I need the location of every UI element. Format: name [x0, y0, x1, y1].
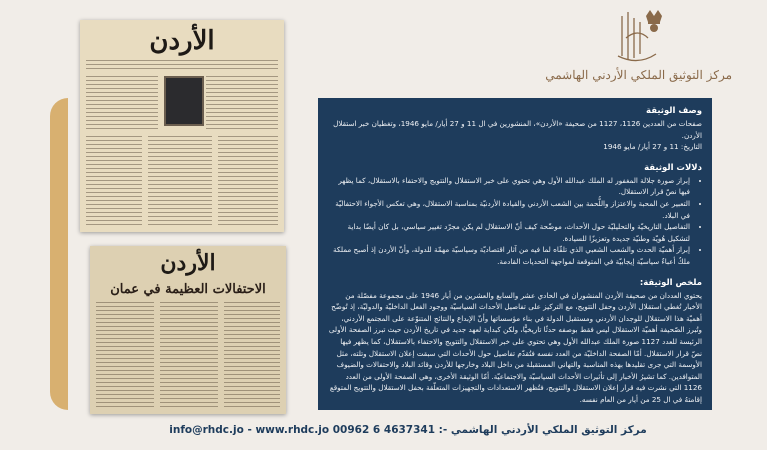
- text-column: [86, 76, 158, 130]
- significance-item: • التعبير عن المحبة والاعتزاز واللُّحمة بين الشعب الأردني والقيادة الأردنيّة بمناسبة الاستقلال، وهي تعكس الأجواء الاحتفاليّة في البلاد.: [328, 198, 690, 221]
- newspaper-headline: الاحتفالات العظيمة في عمان: [110, 282, 266, 297]
- text-column: [224, 302, 280, 408]
- summary-text: يحتوي العددان من صحيفة الأردن المنشوران في الحادي عشر والسابع والعشرين من أيار 1946 على مجموعة مفصّلة من الأخبار تُغطي استقلال الأردن وحفل التتويج، مع التركيز على تفاصيل الأحداث السياسيّة ووجود الفعل الداخليّة والدوليّة، إذ تُوضّح أهميّة هذا الاستقلال للوجدان الأردني ومستقبل الدولة في بناء مؤسساتها وأنّ الإبداع والنتائج المتنوّعة على المجتمع الأردني، وتُبرز الصّحيفة أهميّة الاستقلال ليس فقط بوصفه حدثًا تاريخيًّا، ولكن كبداية لعهد جديد في تاريخ الأردن حيث تبرز الصفحة الأولى الرئيسة للعدد 1127 صورة الملك عبدالله الأول وهي تحتوي على خبر الاستقلال والتتويج والاحتفاء بالاستقلال، كما يظهر فيها نصّ قرار الاستقلال. أمّا الصفحة الداخليّة من العدد نفسه فتُقدّم تفاصيل حول الأحداث التي سبقت إعلان الاستقلال وتلته، مثل الأوسمة التي جرى تقليدها بهذه المناسبة والتهاني المستقبلة من داخل البلاد وخارجها للأردن وقائد البلاد والاحتفالات والضيوف المتوافدين. كما تشيرُ الأخبار إلى تأثيرات الأحداث السياسيّة والاجتماعيّة. أمّا الوثيقة الأخرى، وهي الصفحة الأولى من العدد 1126 التي نشرت فيه قرار إعلان الاستقلال والتتويج، فتُظهر الاستعدادات والتجهيزات المتعلّقة بحفل الاستقلال والتتويج المتوقع إقامتهُ في ال 25 من أيار من العام نفسه.: [328, 290, 702, 404]
- contact-footer: info@rhdc.jo - www.rhdc.jo 00962 6 4637341 :- مركز التوثيق الملكي الأردني الهاشمي: [169, 424, 647, 436]
- text-column: [218, 136, 278, 226]
- org-logo: [492, 8, 732, 92]
- newspaper-issue-1127-image[interactable]: [80, 20, 284, 232]
- gold-accent-strip: [50, 98, 68, 410]
- significance-item: • إبراز أهميّة الحدث والشعب الشعبي الذي تلقّاه لما فيه من آثار اقتصاديّة وسياسيّة مهمّة للدولة، وأنّ الأردن إذ أصبح مملكة ملكٌ أعباءٌ سياسيّة إيجابيّة في المتوقعة لمواجهة التحديات القادمة.: [328, 244, 690, 267]
- summary-heading: ملخص الوثيقة:: [639, 277, 702, 288]
- royal-crown-emblem-icon: [608, 8, 668, 66]
- text-column: [160, 302, 218, 408]
- org-name: مركز التوثيق الملكي الأردني الهاشمي: [545, 68, 732, 82]
- description-text: صفحات من العددين 1126، 1127 من صحيفة «الأردن»، المنشورين في ال 11 و 27 أيار/ مايو 1946، وتغطيان خبر استقلال الأردن.: [333, 119, 702, 140]
- significance-heading: دلالات الوثيقة: [644, 162, 702, 173]
- text-column: [206, 76, 278, 130]
- newspaper-masthead: الأردن: [149, 26, 215, 56]
- text-column: [96, 302, 154, 408]
- text-column: [86, 136, 142, 226]
- significance-list: [328, 175, 702, 268]
- significance-item: • إبراز صورة جلالة المغفور له الملك عبدالله الأول وهي تحتوي على خبر الاستقلال والتتويج والاحتفاء بالاستقلال، كما يظهر فيها نصّ قرار الاستقلال.: [328, 175, 690, 198]
- document-date: التاريخ: 11 و 27 أيار/ مايو 1946: [603, 142, 702, 152]
- significance-item: • التفاصيل التاريخيّة والتحليليّة حول الأحداث، موضّحة كيف أنّ الاستقلال لم يكن مجرّد تغيير سياسي، بل كان أيضًا بداية لتشكيل هُويّة وطنيّة جديدة وتعزيزًا للسيادة.: [328, 221, 690, 244]
- newspaper-masthead: الأردن: [160, 250, 216, 276]
- newspaper-issue-1126-image[interactable]: [90, 246, 286, 414]
- document-info-panel: [318, 98, 712, 410]
- text-column: [148, 136, 212, 226]
- king-portrait-photo: [164, 76, 204, 126]
- paper-divider: [86, 60, 278, 70]
- description-heading: وصف الوثيقة: [646, 106, 702, 116]
